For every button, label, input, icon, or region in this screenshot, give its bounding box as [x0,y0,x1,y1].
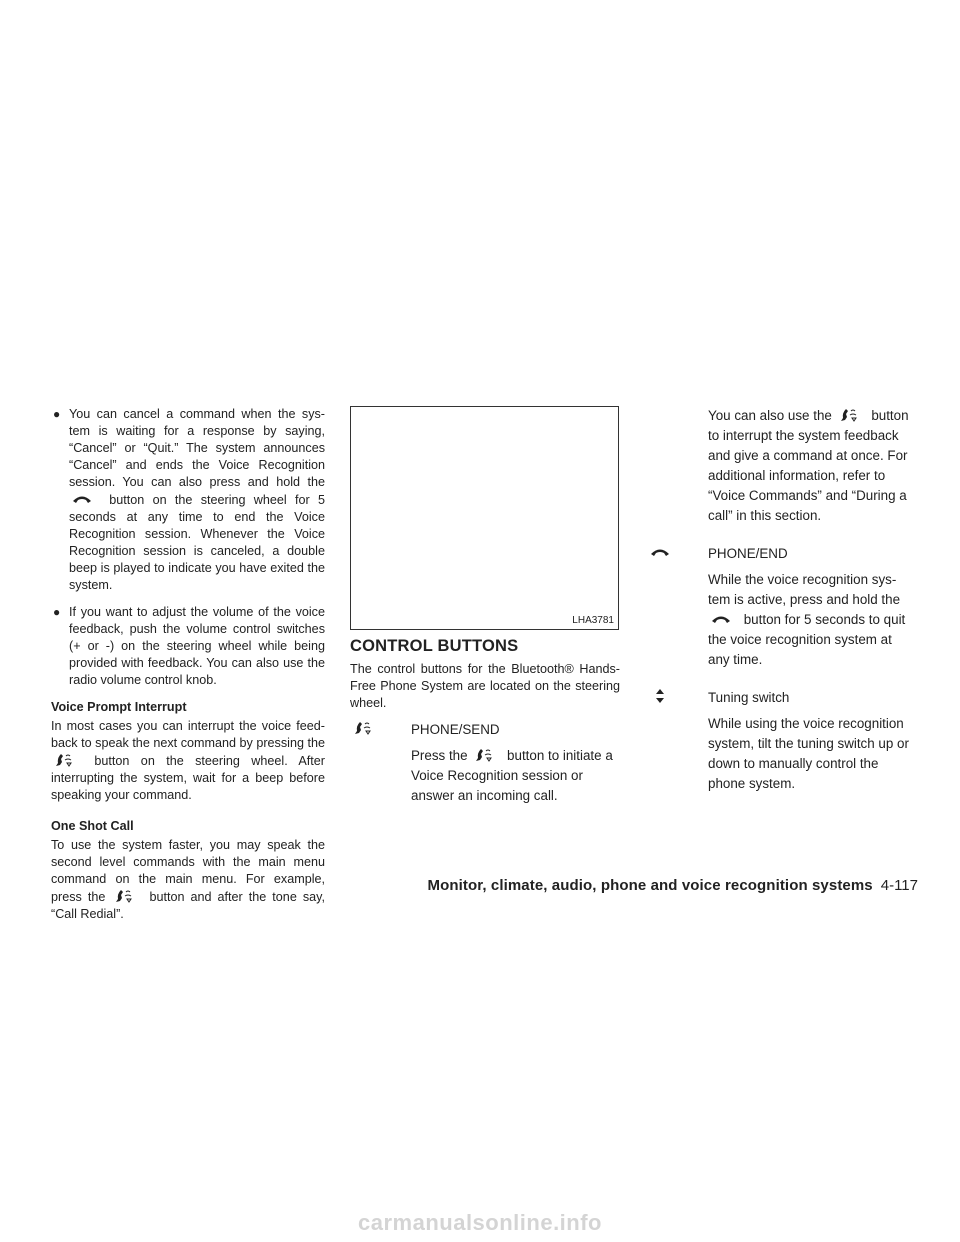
phone-send-icon [53,752,75,768]
one-shot-paragraph: To use the system faster, you may speak the second level commands with the main menu command on the main menu. For example, press the button and after the tone say, “Call Redial”. [51,838,326,921]
entry-body: Press the button to initiate a Voice Recognition session or answer an incoming call. [411,748,613,803]
bullet-text: If you want to adjust the volume of the voice feedback, push the volume control switches (+ or -) on the steering wheel while being provided with feedback. You can also use the radio volume control knob. [69,605,325,687]
entry-body: While the voice recognition sys-tem is active, press and hold the button for 5 seconds to quit the voice recognition system at any time. [708,572,906,667]
middle-column [350,636,620,806]
phone-end-icon [649,544,671,560]
page-number: 4-117 [880,877,918,894]
phone-send-continuation: You can also use the button to interrupt the system feedback and give a command at once. For additional information, refer to “Voice Commands” and “During a call” in this section. [708,408,909,523]
phone-send-icon [352,720,374,736]
bullet-cancel-command [51,406,325,594]
footer-title: Monitor, climate, audio, phone and voice recognition systems [427,877,873,894]
section-heading: CONTROL BUTTONS [350,637,519,655]
phone-end-entry [647,544,917,670]
voice-prompt-heading: Voice Prompt Interrupt [51,700,187,714]
entry-title: Tuning switch [708,690,790,705]
steering-wheel-figure [350,406,619,630]
bullet-text: You can cancel a command when the sys-tem is waiting for a response by saying, “Cancel” or “Quit.” The system announces “Cancel” and ends the Voice Recognition session. You can also press and hold the [69,407,325,489]
one-shot-heading: One Shot Call [51,819,134,833]
watermark: carmanualsonline.info [358,1210,602,1235]
page-footer [427,876,918,896]
bullet-adjust-volume [51,604,325,689]
right-column [647,406,917,812]
left-column [51,406,325,937]
entry-title: PHONE/END [708,546,788,561]
tuning-switch-icon [649,688,671,704]
phone-end-icon [710,611,732,627]
entry-title: PHONE/SEND [411,722,500,737]
bullet-dot: ● [53,605,61,619]
voice-prompt-paragraph: In most cases you can interrupt the voice feed-back to speak the next command by pressing the button on the steering wheel. After interrupting the system, wait for a beep before speaking your command. [51,719,326,802]
control-buttons-intro: The control buttons for the Bluetooth® Hands-Free Phone System are located on the steering wheel. [350,662,620,710]
phone-send-icon [838,407,860,423]
bullet-text: button on the steering wheel for 5 seconds at any time to end the Voice Recognition session. Whenever the Voice Recognition session is canceled, a double beep is played to indicate you have exited the system. [69,493,325,592]
phone-send-icon [113,888,135,904]
bullet-dot: ● [53,407,61,421]
figure-code: LHA3781 [572,615,614,626]
phone-end-icon [71,491,93,507]
phone-send-entry [350,720,620,806]
tuning-switch-entry [647,688,917,794]
phone-send-icon [473,747,495,763]
entry-body: While using the voice recognition system, tilt the tuning switch up or down to manually control the phone system. [708,716,909,791]
